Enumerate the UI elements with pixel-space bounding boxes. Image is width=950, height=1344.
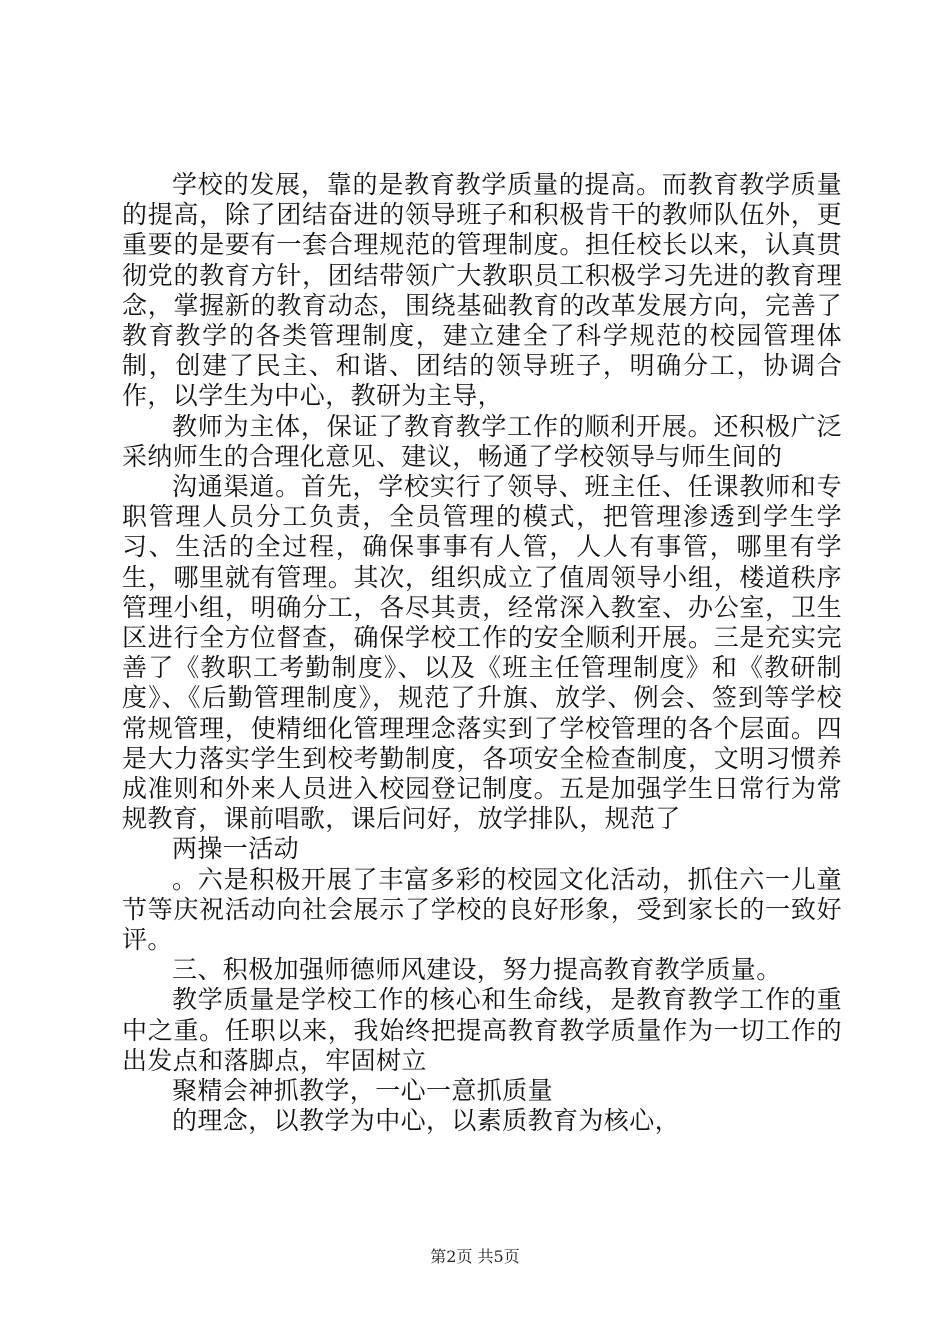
paragraph: 教师为主体，保证了教育教学工作的顺利开展。还积极广泛采纳师生的合理化意见、建议，畅通了学校领导与师生间的: [122, 411, 842, 471]
page-number-footer: 第2页 共5页: [430, 1247, 520, 1266]
paragraph: 沟通渠道。首先，学校实行了领导、班主任、任课教师和专职管理人员分工负责，全员管理的模式，把管理渗透到学生学习、生活的全过程，确保事事有人管，人人有事管，哪里有学生，哪里就有管理。其次，组织成立了值周领导小组，楼道秩序管理小组，明确分工，各尽其责，经常深入教室、办公室，卫生区进行全方位督查，确保学校工作的安全顺利开展。三是充实完善了《教职工考勤制度》、以及《班主任管理制度》和《教研制度》、《后勤管理制度》，规范了升旗、放学、例会、签到等学校常规管理，使精细化管理理念落实到了学校管理的各个层面。四是大力落实学生到校考勤制度，各项安全检查制度，文明习惯养成准则和外来人员进入校园登记制度。五是加强学生日常行为常规教育，课前唱歌，课后问好，放学排队，规范了: [122, 472, 842, 834]
paragraph: 两操一活动: [172, 834, 300, 864]
paragraph: 教学质量是学校工作的核心和生命线，是教育教学工作的重中之重。任职以来，我始终把提高教育教学质量作为一切工作的出发点和落脚点，牢固树立: [122, 985, 842, 1075]
paragraph: 的理念，以教学为中心，以素质教育为核心，: [172, 1106, 681, 1136]
paragraph: 学校的发展，靠的是教育教学质量的提高。而教育教学质量的提高，除了团结奋进的领导班子和积极肯干的教师队伍外，更重要的是要有一套合理规范的管理制度。担任校长以来，认真贯彻党的教育方针，团结带领广大教职员工积极学习先进的教育理念，掌握新的教育动态，围绕基础教育的改革发展方向，完善了教育教学的各类管理制度，建立建全了科学规范的校园管理体制，创建了民主、和谐、团结的领导班子，明确分工，协调合作，以学生为中心，教研为主导，: [122, 170, 842, 411]
document-body: [122, 170, 842, 1137]
paragraph: 。六是积极开展了丰富多彩的校园文化活动，抓住六一儿童节等庆祝活动向社会展示了学校的良好形象，受到家长的一致好评。: [122, 864, 842, 955]
paragraph: 聚精会神抓教学，一心一意抓质量: [172, 1076, 554, 1106]
paragraph: 三、积极加强师德师风建设，努力提高教育教学质量。: [172, 955, 782, 985]
